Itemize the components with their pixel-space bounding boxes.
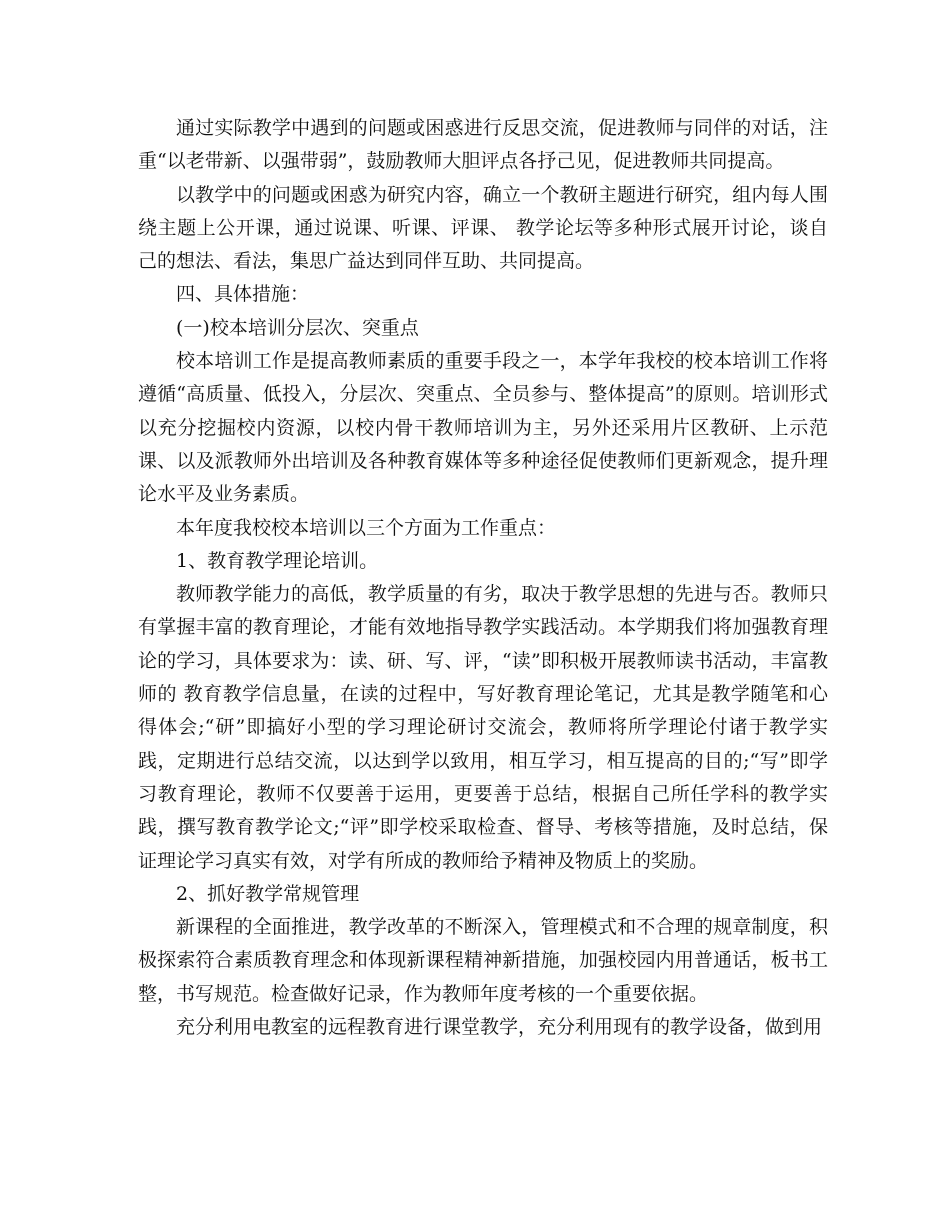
item-heading-routine: 2、抓好教学常规管理: [176, 882, 360, 905]
subsection-heading-training: (一)校本培训分层次、突重点: [176, 316, 419, 339]
paragraph-training-focus: 本年度我校校本培训以三个方面为工作重点：: [176, 516, 557, 539]
paragraph-remote-education: 充分利用电教室的远程教育进行课堂教学，充分利用现有的教学设备，做到用: [176, 1016, 823, 1039]
paragraph-theory-study: 教师教学能力的高低，教学质量的有劣，取决于教学思想的先进与否。教师只有掌握丰富的教育理论，才能有效地指导教学实践活动。本学期我们将加强教育理论的学习，具体要求为：读、研、写、评，“读”即积极开展教师读书活动，丰富教师的 教育教学信息量，在读的过程中，写好教育理论笔记，尤其是教学随笔和心得体会;“研”即搞好小型的学习理论研讨交流会，教师将所学理论付诸于教学实践，定期进行总结交流，以达到学以致用，相互学习，相互提高的目的;“写”即学习教育理论，教师不仅要善于运用，更要善于总结，根据自己所任学科的教学实践，撰写教育教学论文;“评”即学校采取检查、督导、考核等措施，及时总结，保证理论学习真实有效，对学有所成的教师给予精神及物质上的奖励。: [138, 583, 828, 872]
paragraph-training-principles: 校本培训工作是提高教师素质的重要手段之一，本学年我校的校本培训工作将遵循“高质量、低投入，分层次、突重点、全员参与、整体提高”的原则。培训形式以充分挖掘校内资源，以校内骨干教师培训为主，另外还采用片区教研、上示范课、以及派教师外出培训及各种教育媒体等多种途径促使教师们更新观念，提升理论水平及业务素质。: [138, 350, 828, 506]
section-heading-measures: 四、具体措施：: [176, 283, 310, 306]
paragraph-research-topic: 以教学中的问题或困惑为研究内容，确立一个教研主题进行研究，组内每人围绕主题上公开课，通过说课、听课、评课、 教学论坛等多种形式展开讨论，谈自己的想法、看法，集思广益达到同伴互助、共同提高。: [138, 183, 828, 273]
item-heading-theory: 1、教育教学理论培训。: [176, 549, 379, 572]
paragraph-reflection: 通过实际教学中遇到的问题或困惑进行反思交流，促进教师与同伴的对话，注重“以老带新、以强带弱”，鼓励教师大胆评点各抒己见，促进教师共同提高。: [138, 117, 828, 173]
paragraph-routine-management: 新课程的全面推进，教学改革的不断深入，管理模式和不合理的规章制度，积极探索符合素质教育理念和体现新课程精神新措施，加强校园内用普通话，板书工整，书写规范。检查做好记录，作为教师年度考核的一个重要依据。: [138, 916, 828, 1005]
document-page: [138, 112, 828, 1044]
